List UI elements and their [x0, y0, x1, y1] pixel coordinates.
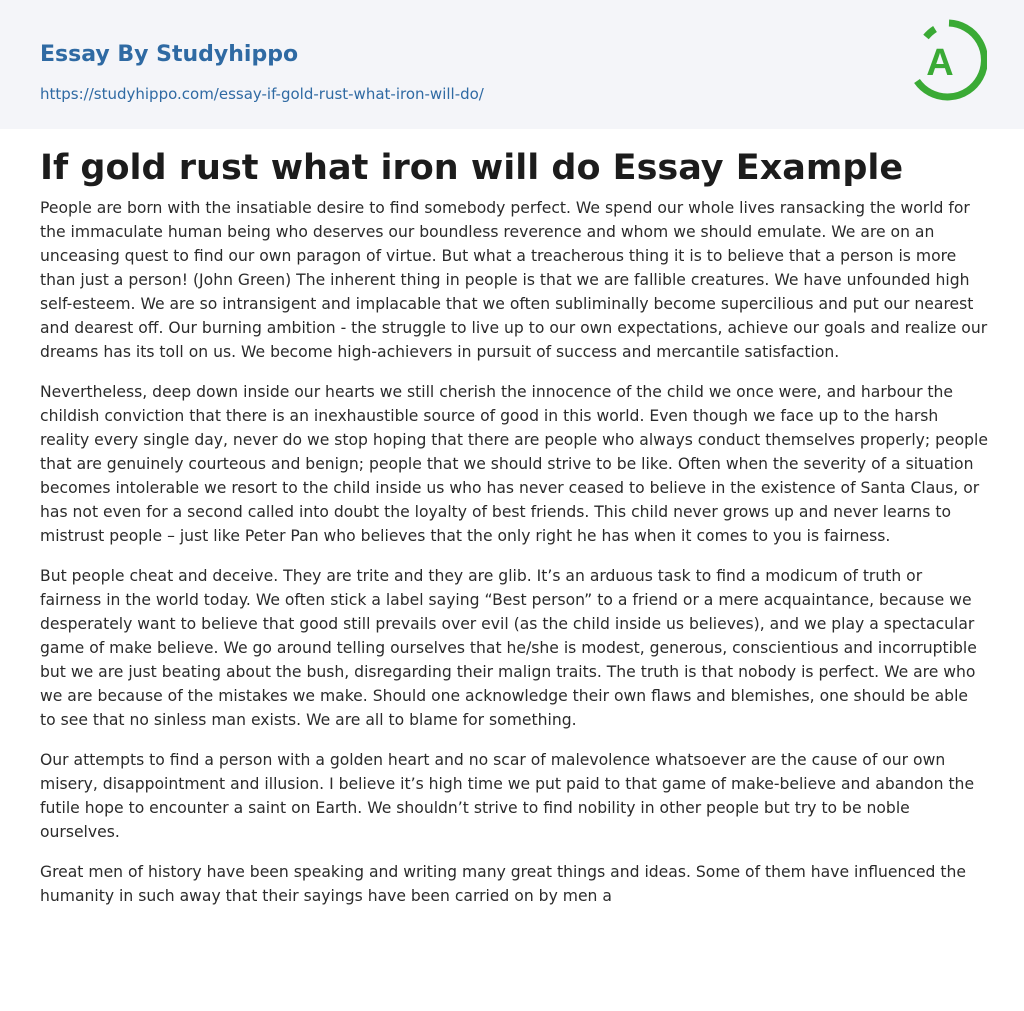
- essay-paragraph: Great men of history have been speaking and writing many great things and ideas. Some of them have influenced the humanity in such away that their sayings have been carried on by men a: [40, 863, 967, 905]
- page-url-link[interactable]: https://studyhippo.com/essay-if-gold-rust-what-iron-will-do/: [40, 85, 484, 103]
- studyhippo-logo-icon[interactable]: [911, 19, 987, 105]
- page-title: If gold rust what iron will do Essay Example: [40, 148, 904, 188]
- essay-paragraph: Nevertheless, deep down inside our hearts we still cherish the innocence of the child we once were, and harbour the childish conviction that there is an inexhaustible source of good in this world. Even though we face up to the harsh reality every single day, never do we stop hoping that there are people who always conduct themselves properly; people that are genuinely courteous and benign; people that we should strive to be like. Often when the severity of a situation becomes intolerable we resort to the child inside us who has never ceased to believe in the existence of Santa Claus, or has not even for a second called into doubt the loyalty of best friends. This child never grows up and never learns to mistrust people – just like Peter Pan who believes that the only right he has when it comes to you is fairness.: [40, 383, 988, 545]
- essay-body: [40, 196, 988, 924]
- site-brand[interactable]: Essay By Studyhippo: [40, 42, 299, 67]
- essay-paragraph: Our attempts to find a person with a golden heart and no scar of malevolence whatsoever are the cause of our own misery, disappointment and illusion. I believe it’s high time we put paid to that game of make-believe and abandon the futile hope to encounter a saint on Earth. We shouldn’t strive to find nobility in other people but try to be noble ourselves.: [40, 751, 975, 841]
- essay-paragraph: People are born with the insatiable desire to find somebody perfect. We spend our whole lives ransacking the world for the immaculate human being who deserves our boundless reverence and whom we should emulate. We are on an unceasing quest to find our own paragon of virtue. But what a treacherous thing it is to believe that a person is more than just a person! (John Green) The inherent thing in people is that we are fallible creatures. We have unfounded high self-esteem. We are so intransigent and implacable that we often subliminally become supercilious and put our nearest and dearest off. Our burning ambition - the struggle to live up to our own expectations, achieve our goals and realize our dreams has its toll on us. We become high-achievers in pursuit of success and mercantile satisfaction.: [40, 199, 988, 361]
- essay-paragraph: But people cheat and deceive. They are trite and they are glib. It’s an arduous task to find a modicum of truth or fairness in the world today. We often stick a label saying “Best person” to a friend or a mere acquaintance, because we desperately want to believe that good still prevails over evil (as the child inside us believes), and we play a spectacular game of make believe. We go around telling ourselves that he/she is modest, generous, conscientious and incorruptible but we are just beating about the bush, disregarding their malign traits. The truth is that nobody is perfect. We are who we are because of the mistakes we make. Should one acknowledge their own flaws and blemishes, one should be able to see that no sinless man exists. We are all to blame for something.: [40, 567, 977, 729]
- logo-letter: A: [926, 42, 954, 84]
